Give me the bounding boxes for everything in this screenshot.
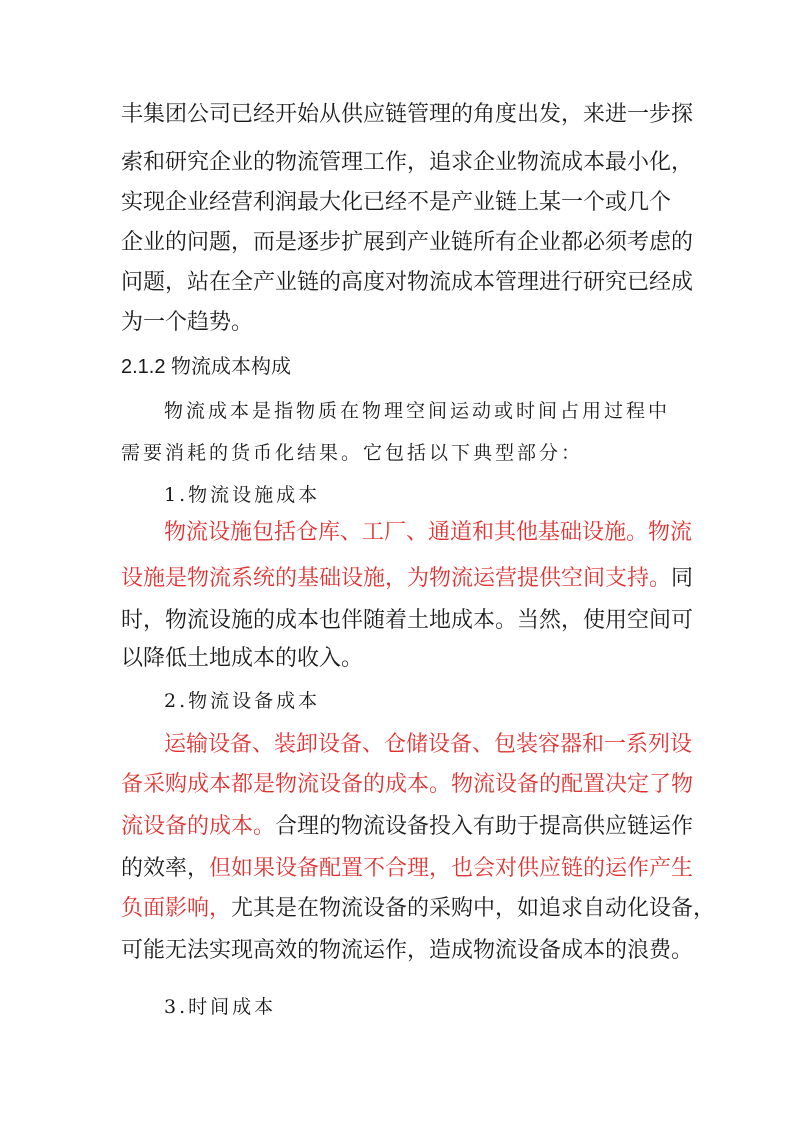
item3-title: 3.时间成本 [164,996,277,1018]
intro-line-6: 为一个趋势。 [121,310,254,335]
intro-line-1: 丰集团公司已经开始从供应链管理的角度出发，来进一步探 [121,102,694,127]
section-heading: 2.1.2 物流成本构成 [121,356,292,378]
item2-line-5-black: 尤其是在物流设备的采购中，如追求自动化设备， [231,896,716,921]
definition-line-2: 需要消耗的货币化结果。它包括以下典型部分： [121,442,584,464]
definition-line-1: 物流成本是指物质在物理空间运动或时间占用过程中 [164,400,671,422]
intro-line-3: 实现企业经营利润最大化已经不是产业链上某一个或几个 [121,190,672,215]
item2-line-3-red: 流设备的成本。 [121,814,276,839]
item2-title: 2.物流设备成本 [164,690,321,712]
item1-line-1: 物流设施包括仓库、工厂、通道和其他基础设施。物流 [164,520,693,545]
item1-line-4: 以降低土地成本的收入。 [121,646,364,671]
intro-line-5: 问题，站在全产业链的高度对物流成本管理进行研究已经成 [121,270,694,295]
item1-line-2-black: 同 [671,566,694,591]
item2-line-6: 可能无法实现高效的物流运作，造成物流设备成本的浪费。 [121,938,694,963]
intro-line-4: 企业的问题，而是逐步扩展到产业链所有企业都必须考虑的 [121,230,694,255]
item2-line-3 [121,812,693,842]
item2-line-5 [121,894,715,924]
item2-line-4-red: 但如果设备配置不合理，也会对供应链的运作产生 [209,856,694,881]
item2-line-5-red: 负面影响， [121,896,232,921]
item1-line-2-red: 设施是物流系统的基础设施，为物流运营提供空间支持。 [121,566,672,591]
item2-line-2: 备采购成本都是物流设备的成本。物流设备的配置决定了物 [121,772,694,797]
item1-line-3: 时，物流设施的成本也伴随着土地成本。当然，使用空间可 [121,608,694,633]
item2-line-4-black: 的效率， [121,856,210,881]
item1-title: 1.物流设施成本 [164,484,321,506]
item2-line-3-black: 合理的物流设备投入有助于提高供应链运作 [275,814,694,839]
item2-line-1: 运输设备、装卸设备、仓储设备、包装容器和一系列设 [164,732,693,757]
intro-line-2: 索和研究企业的物流管理工作，追求企业物流成本最小化， [121,150,694,175]
item1-line-2 [121,564,693,594]
item2-line-4 [121,854,693,884]
